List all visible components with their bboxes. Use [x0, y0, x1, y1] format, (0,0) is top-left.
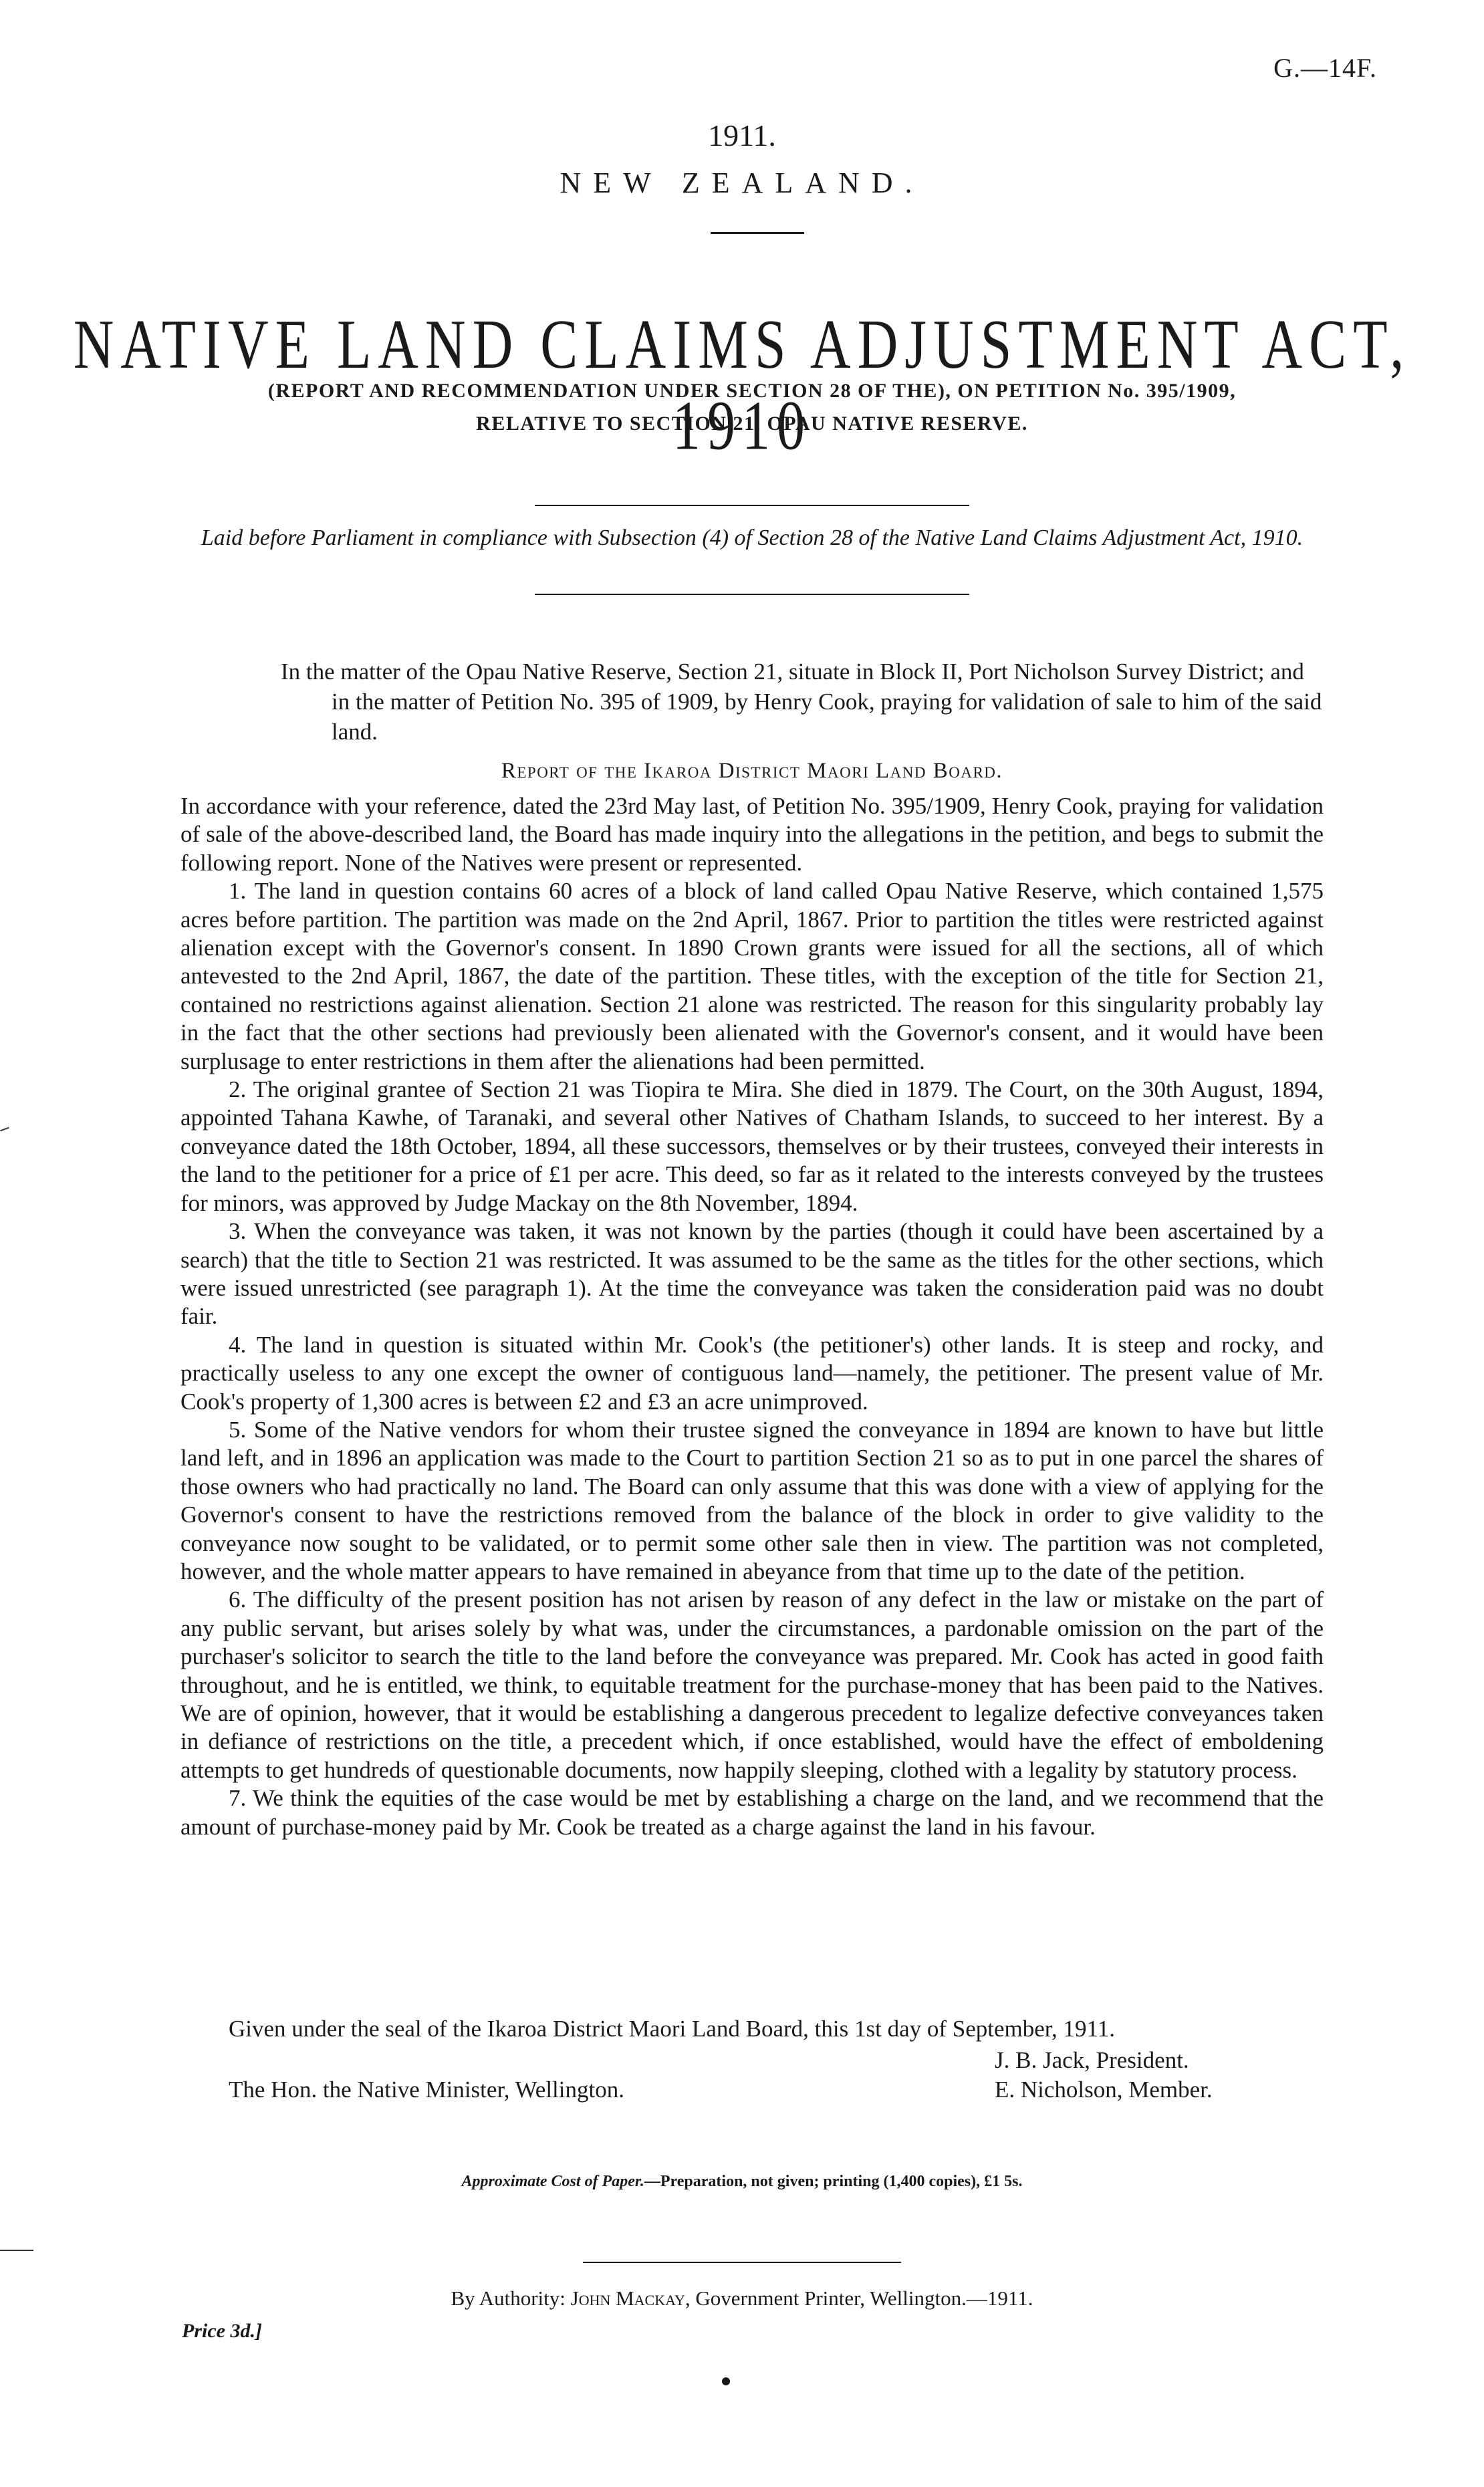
- publication-year: 1911.: [708, 118, 776, 152]
- divider: [535, 505, 969, 506]
- paragraph-6: 6. The difficulty of the present position has not arisen by reason of any defect in the law or mistake on the part of any public servant, but arises solely by what was, under the circumstances, a pardonable omission on the part of the purchaser's solicitor to search the title to the land before the conveyance was prepared. Mr. Cook has acted in good faith throughout, and he is entitled, we think, to equitable treatment for the purchase-money that has been paid to the Natives. We are of opinion, however, that it would be establishing a dangerous precedent to legalize defective conveyances taken in defiance of restrictions on the title, a precedent which, if once established, would have the effect of emboldening attempts to get hundreds of questionable documents, now happily sleeping, clothed with a legality by statutory process.: [180, 1586, 1324, 1783]
- laid-before-parliament-note: Laid before Parliament in compliance with Subsection (4) of Section 28 of the Native Land Claims Adjustment Act, 1910.: [201, 525, 1304, 550]
- signature-president: J. B. Jack, President.: [995, 2047, 1189, 2073]
- cost-text: —Preparation, not given; printing (1,400 copies), £1 5s.: [644, 2173, 1023, 2190]
- paragraph-1: 1. The land in question contains 60 acres of a block of land called Opau Native Reserve, which contained 1,575 acres before partition. The partition was made on the 2nd April, 1867. Prior to partition the titles were restricted against alienation except with the Governor's consent. In 1890 Crown grants were issued for all the sections, all of which antevested to the 2nd April, 1867, the date of the partition. These titles, with the exception of the title for Section 21, contained no restrictions against alienation. Section 21 alone was restricted. The reason for this singularity probably lay in the fact that the other sections had previously been alienated with the Governor's consent, and it would have been surplusage to enter restrictions in them after the alienations had been permitted.: [180, 878, 1324, 1074]
- authority-prefix: By Authority:: [451, 2286, 571, 2310]
- page-dot: [722, 2377, 730, 2385]
- printer-authority: [0, 2286, 1484, 2311]
- authority-suffix: , Government Printer, Wellington.—1911.: [685, 2286, 1033, 2310]
- paragraph-4: 4. The land in question is situated within Mr. Cook's (the petitioner's) other lands. It is steep and rocky, and practically useless to any one except the owner of contiguous land—namely, the petitioner. The present value of Mr. Cook's property of 1,300 acres is between £2 and £3 an acre unimproved.: [180, 1331, 1324, 1415]
- document-subtitle: [180, 374, 1324, 440]
- matter-text: In the matter of the Opau Native Reserve, Section 21, situate in Block II, Port Nicholson Survey District; and in the matter of Petition No. 395 of 1909, by Henry Cook, praying for validation of sale to him of the said land.: [281, 659, 1322, 745]
- given-under-seal: Given under the seal of the Ikaroa District Maori Land Board, this 1st day of September, 1911.: [229, 2016, 1115, 2042]
- paragraph-2: 2. The original grantee of Section 21 was Tiopira te Mira. She died in 1879. The Court, on the 30th August, 1894, appointed Tahana Kawhe, of Taranaki, and several other Natives of Chatham Islands, to succeed to her interest. By a conveyance dated the 18th October, 1894, all these successors, themselves or by their trustees, conveyed their interests in the land to the petitioner for a price of £1 per acre. This deed, so far as it related to the interests conveyed by the trustees for minors, was approved by Judge Mackay on the 8th November, 1894.: [180, 1076, 1324, 1216]
- country-heading: NEW ZEALAND.: [560, 166, 924, 199]
- paragraph-7: 7. We think the equities of the case would be met by establishing a charge on the land, and we recommend that the amount of purchase-money paid by Mr. Cook be treated as a charge against the land in his favour.: [180, 1785, 1324, 1840]
- cost-of-paper-note: [0, 2173, 1484, 2191]
- report-heading: Report of the Ikaroa District Maori Land Board.: [501, 759, 1003, 783]
- printer-name: John Mackay: [570, 2286, 685, 2310]
- report-body: [180, 792, 1324, 1841]
- signature-member: E. Nicholson, Member.: [995, 2077, 1213, 2103]
- margin-mark: [0, 2250, 33, 2251]
- paragraph-3: 3. When the conveyance was taken, it was not known by the parties (though it could have been ascertained by a search) that the title to Section 21 was restricted. It was assumed to be the same as the titles for the other sections, which were issued unrestricted (see paragraph 1). At the time the conveyance was taken the consideration paid was no doubt fair.: [180, 1218, 1324, 1330]
- price: Price 3d.]: [182, 2320, 262, 2342]
- subtitle-line-2: RELATIVE TO SECTION 21, OPAU NATIVE RESERVE.: [476, 412, 1028, 435]
- divider: [583, 2262, 901, 2263]
- document-title: NATIVE LAND CLAIMS ADJUSTMENT ACT, 1910: [73, 306, 1411, 465]
- divider: [711, 232, 804, 234]
- margin-mark: [0, 1127, 9, 1132]
- document-reference: G.—14F.: [1273, 53, 1377, 83]
- paragraph-5: 5. Some of the Native vendors for whom their trustee signed the conveyance in 1894 are known to have but little land left, and in 1896 an application was made to the Court to partition Section 21 so as to put in one parcel the shares of those owners who had practically no land. The Board can only assume that this was done with a view of applying for the Governor's consent to have the restrictions removed from the balance of the block in order to give validity to the conveyance now sought to be validated, or to permit some other sale then in view. The partition was not completed, however, and the whole matter appears to have remained in abeyance from that time up to the date of the petition.: [180, 1416, 1324, 1584]
- intro-paragraph: In accordance with your reference, dated the 23rd May last, of Petition No. 395/1909, Henry Cook, praying for validation of sale of the above-described land, the Board has made inquiry into the allegations in the petition, and begs to submit the following report. None of the Natives were present or represented.: [180, 793, 1324, 876]
- addressee: The Hon. the Native Minister, Wellington.: [229, 2077, 624, 2103]
- subtitle-line-1: (REPORT AND RECOMMENDATION UNDER SECTION 28 OF THE), ON PETITION No. 395/1909,: [267, 380, 1237, 402]
- in-the-matter-clause: [281, 657, 1324, 747]
- divider: [535, 594, 969, 595]
- cost-label: Approximate Cost of Paper.: [461, 2173, 644, 2190]
